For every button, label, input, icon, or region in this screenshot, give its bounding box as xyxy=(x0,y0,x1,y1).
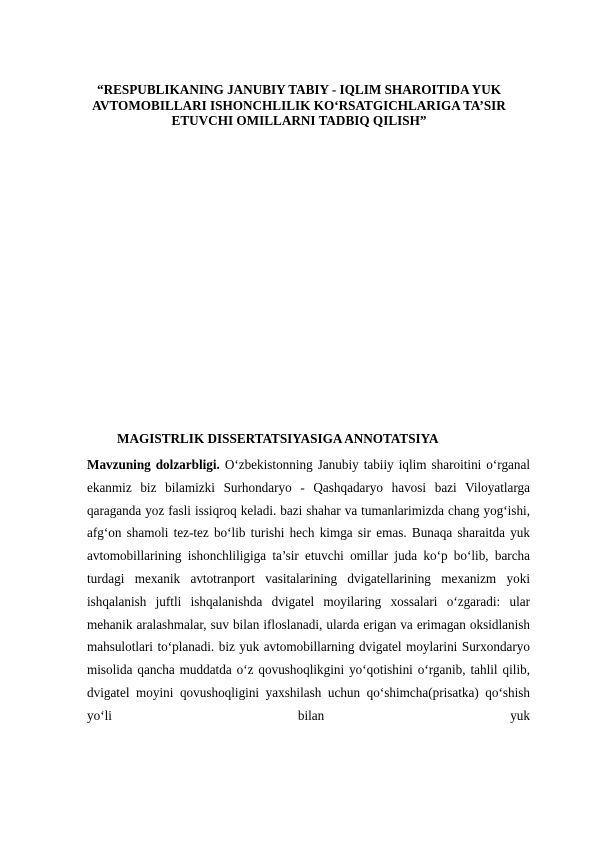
body-paragraph xyxy=(87,454,530,728)
paragraph-text: O‘zbekistonning Janubiy tabiiy iqlim sharoitini o‘rganal ekanmiz biz bilamizki Surhondaryo - Qashqadaryo havosi bazi Viloyatlarga qaraganda yoz fasli issiqroq keladi. bazi shahar va tumanlarimizda chang yog‘ishi, afg‘on shamoli tez-tez bo‘lib turishi hech kimga sir emas. Bunaqa sharaitda yuk avtomobillarining ishonchliligiga ta’sir etuvchi omillar juda ko‘p bo‘lib, barcha turdagi mexanik avtotranport vasitalarining dvigatellarining mexanizm yoki ishqalanish juftli ishqalanishda dvigatel moyilaring xossalari o‘zgaradi: ular mehanik aralashmalar, suv bilan ifloslanadi, ularda erigan va erimagan oksidlanish mahsulotlari to‘planadi. biz yuk avtomobillarning dvigatel moylarini Surxondaryo misolida qancha muddatda o‘z qovushoqlikgini yo‘qotishini o‘rganib, tahlil qilib, dvigatel moyini qovushoqligini yaxshilash uchun qo‘shimcha(prisatka) qo‘shish yo‘li bilan yuk xyxy=(87,457,531,723)
paragraph-lead: Mavzuning dolzarbligi. xyxy=(87,457,220,472)
section-heading: MAGISTRLIK DISSERTATSIYASIGA ANNOTATSIYA xyxy=(117,431,439,446)
document-title: “RESPUBLIKANING JANUBIY TABIY - IQLIM SHAROITIDA YUK AVTOMOBILLARI ISHONCHLILIK KO‘RSATGICHLARIGA TA’SIR ETUVCHI OMILLARNI TADBIQ QILISH” xyxy=(92,82,506,128)
